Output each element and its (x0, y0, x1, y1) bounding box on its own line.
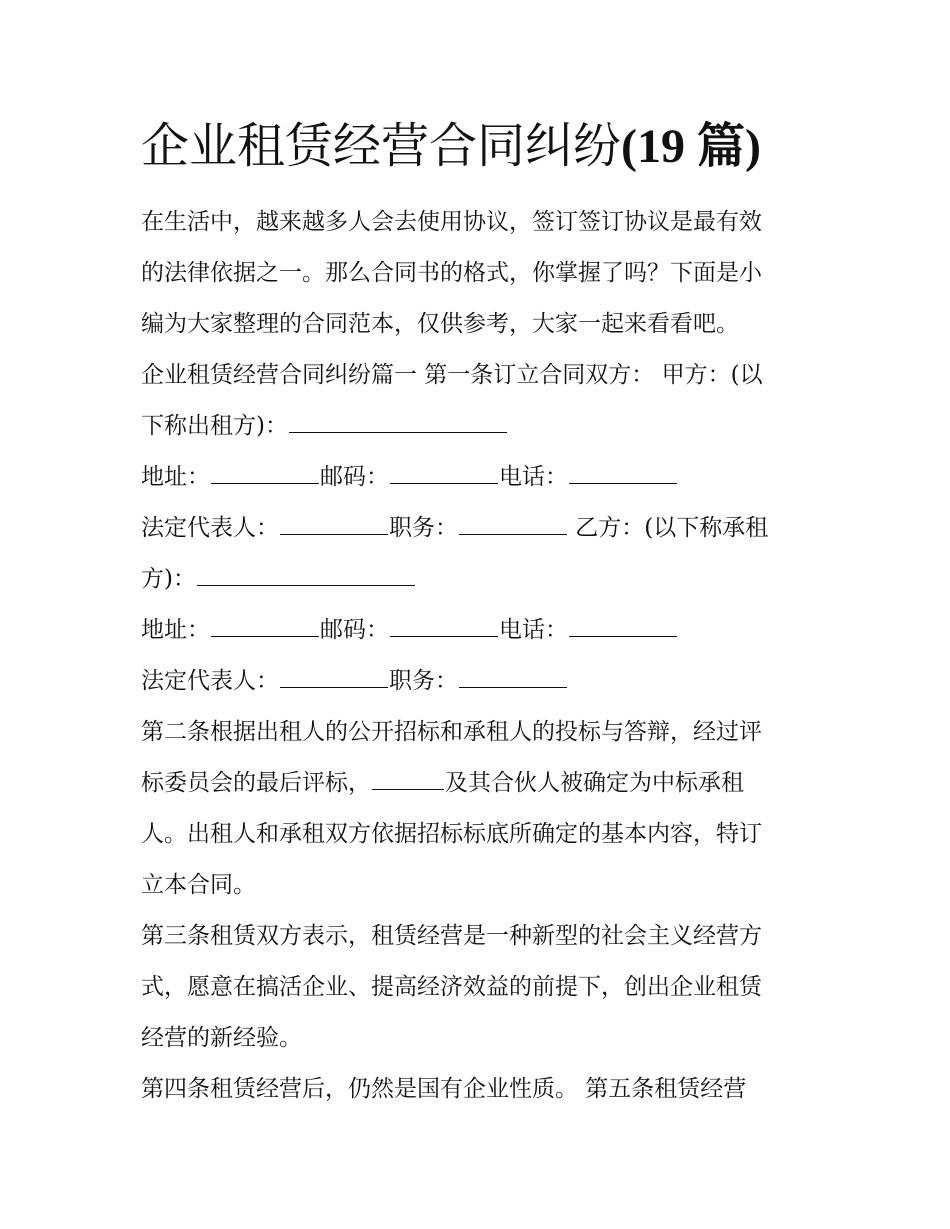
text-line (141, 1064, 821, 1115)
article-1-line-1: 企业租赁经营合同纠纷篇一 第一条订立合同双方： 甲方：(以 (141, 362, 763, 388)
lessee-rep-blank[interactable] (280, 665, 388, 688)
text-line (141, 554, 821, 605)
text-line (141, 605, 821, 656)
lessee-name-blank[interactable] (197, 563, 415, 586)
article-3-line-3: 经营的新经验。 (141, 1025, 302, 1051)
phone-label: 电话： (499, 617, 568, 643)
lessor-position-blank[interactable] (459, 512, 567, 535)
text-line (141, 656, 821, 707)
text-line (141, 911, 821, 962)
text-line (141, 452, 821, 503)
lessee-postcode-blank[interactable] (390, 614, 498, 637)
document-page (141, 110, 821, 1115)
text-line (141, 350, 821, 401)
lessor-postcode-blank[interactable] (390, 461, 498, 484)
title-count: (19 篇) (621, 120, 761, 173)
phone-label: 电话： (499, 464, 568, 490)
text-line (141, 248, 821, 299)
position-label: 职务： (389, 515, 458, 541)
address-label: 地址： (141, 617, 210, 643)
lessor-label: 下称出租方)： (141, 413, 288, 439)
lessor-rep-blank[interactable] (280, 512, 388, 535)
lessor-address-blank[interactable] (211, 461, 319, 484)
document-title (141, 110, 821, 183)
document-body (141, 197, 821, 1115)
text-line (141, 860, 821, 911)
address-label: 地址： (141, 464, 210, 490)
lessee-address-blank[interactable] (211, 614, 319, 637)
winning-bidder-blank[interactable] (372, 767, 444, 790)
article-2-line-3: 人。出租人和承租双方依据招标标底所确定的基本内容，特订 (141, 821, 762, 847)
text-line (141, 503, 821, 554)
lessee-label-cont: 方)： (141, 566, 196, 592)
intro-line-1: 在生活中，越来越多人会去使用协议，签订签订协议是最有效 (141, 209, 762, 235)
article-2-line-2a: 标委员会的最后评标， (141, 770, 371, 796)
article-2-line-2b: 及其合伙人被确定为中标承租 (445, 770, 744, 796)
lessee-position-blank[interactable] (459, 665, 567, 688)
legal-rep-label: 法定代表人： (141, 515, 279, 541)
text-line (141, 758, 821, 809)
lessee-phone-blank[interactable] (569, 614, 677, 637)
position-label: 职务： (389, 668, 458, 694)
article-2-line-1: 第二条根据出租人的公开招标和承租人的投标与答辩，经过评 (141, 719, 762, 745)
lessor-phone-blank[interactable] (569, 461, 677, 484)
text-line (141, 299, 821, 350)
article-3-line-2: 式，愿意在搞活企业、提高经济效益的前提下，创出企业租赁 (141, 974, 762, 1000)
article-4-line-1: 第四条租赁经营后，仍然是国有企业性质。 第五条租赁经营 (141, 1076, 747, 1102)
text-line (141, 962, 821, 1013)
postcode-label: 邮码： (320, 617, 389, 643)
title-text: 企业租赁经营合同纠纷 (141, 118, 622, 174)
intro-line-2: 的法律依据之一。那么合同书的格式，你掌握了吗？下面是小 (141, 260, 762, 286)
lessee-label: 乙方：(以下称承租 (568, 515, 769, 541)
text-line (141, 197, 821, 248)
postcode-label: 邮码： (320, 464, 389, 490)
lessor-name-blank[interactable] (289, 410, 507, 433)
text-line (141, 401, 821, 452)
text-line (141, 1013, 821, 1064)
article-3-line-1: 第三条租赁双方表示，租赁经营是一种新型的社会主义经营方 (141, 923, 762, 949)
legal-rep-label: 法定代表人： (141, 668, 279, 694)
intro-line-3: 编为大家整理的合同范本，仅供参考，大家一起来看看吧。 (141, 311, 739, 337)
text-line (141, 707, 821, 758)
text-line (141, 809, 821, 860)
article-2-line-4: 立本合同。 (141, 872, 256, 898)
